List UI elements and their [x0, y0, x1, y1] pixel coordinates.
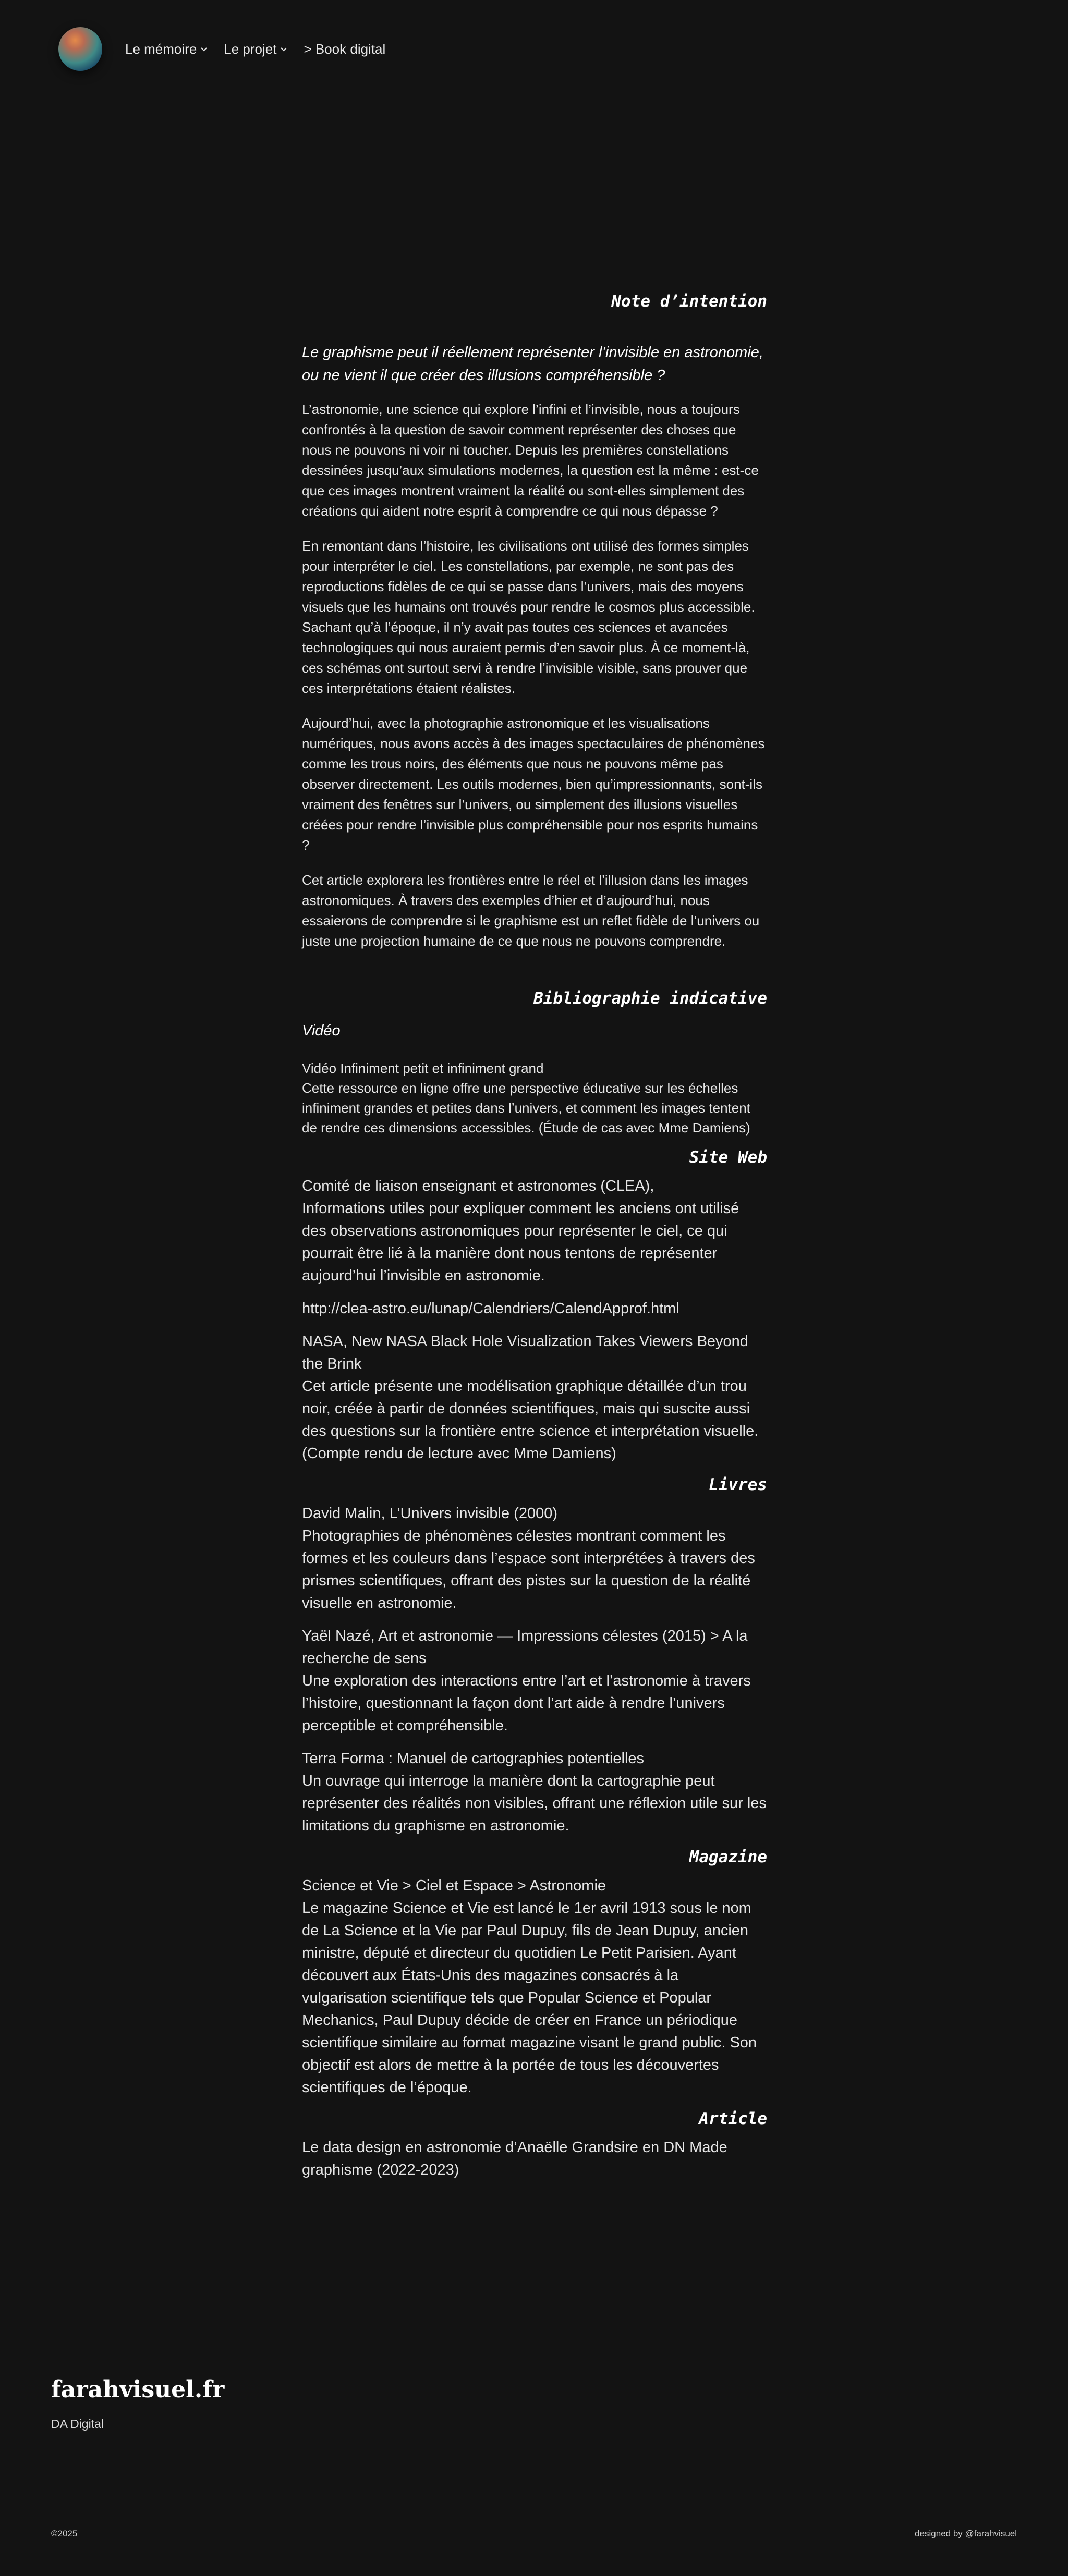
- footer-brand[interactable]: farahvisuel.fr: [51, 2376, 225, 2403]
- video-entry: [302, 1058, 767, 1138]
- nav-item-projet[interactable]: [224, 41, 288, 57]
- chevron-down-icon: [280, 45, 288, 53]
- entry-link[interactable]: http://clea-astro.eu/lunap/Calendriers/CalendApprof.html: [302, 1300, 679, 1317]
- book-entry: [302, 1625, 767, 1737]
- web-heading: Site Web: [689, 1148, 767, 1167]
- entry-title: Vidéo Infiniment petit et infiniment grand: [302, 1060, 544, 1076]
- entry-title: Yaël Nazé, Art et astronomie — Impressions célestes (2015) > A la recherche de sens: [302, 1628, 748, 1667]
- entry-desc: Cette ressource en ligne offre une perspective éducative sur les échelles infiniment grandes et petites dans l’univers, et comment les images tentent de rendre ces dimensions accessibles. (Étude de cas avec Mme Damiens): [302, 1080, 750, 1136]
- intention-title: Note d’intention: [611, 292, 767, 311]
- biblio-title: Bibliographie indicative: [533, 989, 767, 1008]
- site-header: [58, 27, 1008, 71]
- book-entry: [302, 1748, 767, 1837]
- entry-desc: Le magazine Science et Vie est lancé le 1er avril 1913 sous le nom de La Science et la Vie par Paul Dupuy, fils de Jean Dupuy, ancien ministre, député et directeur du quotidien Le Petit Parisien. Ayant découvert aux États-Unis des magazines consacrés à la vulgarisation scientifique tels que Popular Science et Popular Mechanics, Paul Dupuy décide de créer en France un périodique scientifique similaire au format magazine visant le grand public. Son objectif est alors de mettre à la portée de tous les découvertes scientifiques de l’époque.: [302, 1900, 757, 2096]
- video-heading: Vidéo: [302, 1022, 341, 1039]
- footer-subtitle: DA Digital: [51, 2417, 104, 2431]
- intention-question: Le graphisme peut il réellement représenter l’invisible en astronomie, ou ne vient il que créer des illusions compréhensible ?: [302, 344, 763, 384]
- nav-item-label: Le mémoire: [125, 41, 197, 57]
- entry-title: Science et Vie > Ciel et Espace > Astronomie: [302, 1877, 606, 1894]
- nav-item-book-digital[interactable]: [304, 41, 385, 57]
- article-entry: [302, 2137, 767, 2181]
- entry-title: NASA, New NASA Black Hole Visualization Takes Viewers Beyond the Brink: [302, 1333, 748, 1372]
- article-heading: Article: [699, 2109, 767, 2128]
- entry-title: Le data design en astronomie d’Anaëlle Grandsire en DN Made graphisme (2022-2023): [302, 2139, 727, 2178]
- nav-item-label: Le projet: [224, 41, 277, 57]
- intention-paragraph: L’astronomie, une science qui explore l’infini et l’invisible, nous a toujours confrontés à la question de savoir comment représenter des choses que nous ne pouvons ni voir ni toucher. Depuis les premières constellations dessinées jusqu’aux simulations modernes, la question est la même : est-ce que ces images montrent vraiment la réalité ou sont-elles simplement des créations qui aident notre esprit à comprendre ce qui nous dépasse ?: [302, 401, 759, 519]
- entry-desc: Photographies de phénomènes célestes montrant comment les formes et les couleurs dans l’espace sont interprétées à travers des prismes scientifiques, offrant des pistes sur la question de la réalité visuelle en astronomie.: [302, 1528, 755, 1611]
- entry-desc: Un ouvrage qui interroge la manière dont la cartographie peut représenter des réalités non visibles, offrant une réflexion utile sur les limitations du graphisme en astronomie.: [302, 1773, 767, 1834]
- copyright: ©2025: [51, 2529, 78, 2538]
- entry-title: Comité de liaison enseignant et astronomes (CLEA),: [302, 1178, 654, 1194]
- web-entry-link[interactable]: [302, 1298, 767, 1320]
- entry-desc: Cet article présente une modélisation graphique détaillée d’un trou noir, créée à partir de données scientifiques, mais qui suscite aussi des questions sur la frontière entre science et interprétation visuelle. (Compte rendu de lecture avec Mme Damiens): [302, 1378, 759, 1462]
- main-nav: [125, 41, 385, 57]
- article-content: [302, 292, 767, 2192]
- logo-orb[interactable]: [58, 27, 102, 71]
- entry-title: Terra Forma : Manuel de cartographies potentielles: [302, 1750, 645, 1767]
- books-heading: Livres: [709, 1475, 767, 1494]
- intention-paragraph: En remontant dans l’histoire, les civilisations ont utilisé des formes simples pour interpréter le ciel. Les constellations, par exemple, ne sont pas des reproductions fidèles de ce qui se passe dans l’univers, mais des moyens visuels que les humains ont trouvés pour rendre le cosmos plus accessible. Sachant qu’à l’époque, il n’y avait pas toutes ces sciences et avancées technologiques qui nous auraient permis d’en savoir plus. À ce moment-là, ces schémas ont surtout servi à rendre l’invisible visible, sans prouver que ces interprétations étaient réalistes.: [302, 538, 755, 696]
- web-entry: [302, 1175, 767, 1287]
- magazine-heading: Magazine: [689, 1848, 767, 1866]
- nav-item-label: > Book digital: [304, 41, 386, 57]
- chevron-down-icon: [200, 45, 208, 53]
- web-entry: [302, 1330, 767, 1465]
- nav-item-memoire[interactable]: [125, 41, 208, 57]
- entry-desc: Une exploration des interactions entre l’art et l’astronomie à travers l’histoire, questionnant la façon dont l’art aide à rendre l’univers perceptible et compréhensible.: [302, 1672, 751, 1734]
- intention-paragraph: Aujourd’hui, avec la photographie astronomique et les visualisations numériques, nous avons accès à des images spectaculaires de phénomènes comme les trous noirs, des éléments que nous ne pouvons même pas observer directement. Les outils modernes, bien qu’impressionnants, sont-ils vraiment des fenêtres sur l’univers, ou simplement des illusions visuelles créées pour rendre l’invisible plus compréhensible pour nos esprits humains ?: [302, 715, 765, 853]
- magazine-entry: [302, 1875, 767, 2099]
- designed-by[interactable]: designed by @farahvisuel: [915, 2529, 1017, 2538]
- book-entry: [302, 1503, 767, 1615]
- entry-desc: Informations utiles pour expliquer comment les anciens ont utilisé des observations astronomiques pour représenter le ciel, ce qui pourrait être lié à la manière dont nous tentons de représenter aujourd’hui l’invisible en astronomie.: [302, 1200, 739, 1284]
- entry-title: David Malin, L’Univers invisible (2000): [302, 1505, 557, 1522]
- intention-paragraph: Cet article explorera les frontières entre le réel et l’illusion dans les images astronomiques. À travers des exemples d’hier et d’aujourd’hui, nous essaierons de comprendre si le graphisme est un reflet fidèle de l’univers ou juste une projection humaine de ce que nous ne pouvons comprendre.: [302, 872, 760, 949]
